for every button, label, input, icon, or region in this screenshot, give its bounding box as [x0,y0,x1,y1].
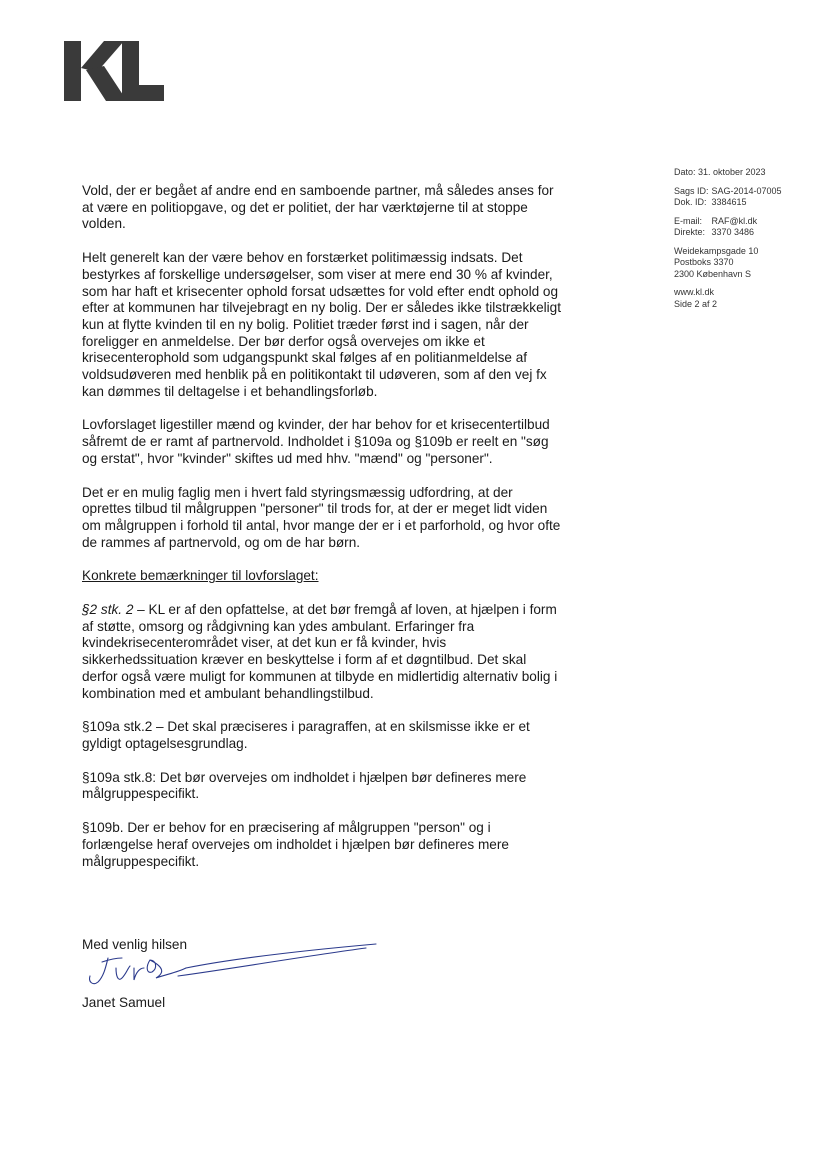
paragraph-1: Vold, der er begået af andre end en samboende partner, må således anses for at være en politiopgave, og det er politiet, der har værktøjerne til at stoppe volden. [82,183,554,232]
paragraph-5-text: – KL er af den opfattelse, at det bør fremgå af loven, at hjælpen i form af støtte, omsorg og rådgivning kan ydes ambulant. Erfaringer fra kvindekrisecenterområdet viser, at det kun er få kvinder, hvis sikkerhedssituation kræver en beskyttelse i form af et døgntilbud. Det skal derfor også være muligt for kommunen at tilbyde en midlertidig alternativ bolig i kombination med et ambulant behandlingstilbud. [82,602,558,701]
letter-body [82,183,562,887]
kl-logo [64,40,166,102]
doc-id-label: Dok. ID: [674,197,707,207]
letter-metadata [674,167,824,317]
case-id-value: SAG-2014-07005 [711,185,782,196]
paragraph-4: Det er en mulig faglig men i hvert fald styringsmæssig udfordring, at der oprettes tilbud til målgruppen "personer" til trods for, at der er meget lidt viden om målgruppen i forhold til antal, hvor mange der er i et parforhold, og hvor ofte de rammes af partnervold, og om de har børn. [82,484,561,550]
email-label: E-mail: [674,215,703,226]
page-number: Side 2 af 2 [674,298,718,309]
kl-logo-mark [64,40,166,102]
paragraph-7: §109a stk.8: Det bør overvejes om indholdet i hjælpen bør defineres mere målgruppespecifikt. [82,769,527,802]
case-id-row [674,186,824,198]
paragraph-3: Lovforslaget ligestiller mænd og kvinder, der har behov for et krisecentertilbud såfremt de er ramt af partnervold. Indholdet i §109a og §109b er reelt en "søg og erstat", hvor "kvinder" skiftes ud med hhv. "mænd" og "personer". [82,417,550,466]
direct-phone-row [674,227,824,239]
direct-phone-value: 3370 3486 [711,227,755,237]
paragraph-6: §109a stk.2 – Det skal præciseres i paragraffen, at en skilsmisse ikke er et gyldigt optagelsesgrundlag. [82,719,530,751]
handwritten-signature [86,938,386,998]
letter-date: Dato: 31. oktober 2023 [674,167,766,177]
address-line-1: Weidekampsgade 10 [674,245,759,256]
address-line-3: 2300 København S [674,268,752,279]
address-line-2: Postboks 3370 [674,257,734,267]
website[interactable]: www.kl.dk [674,287,715,297]
signatory-name: Janet Samuel [82,995,166,1010]
case-id-label: Sags ID: [674,185,709,196]
email-value[interactable]: RAF@kl.dk [711,215,758,226]
paragraph-2: Helt generelt kan der være behov en forstærket politimæssig indsats. Det bestyrkes af forskellige undersøgelser, som viser at mere end 30 % af kvinder, som har haft et krisecenter ophold forsat udsættes for vold efter endt ophold og efter at kommunen har tilvejebragt en ny bolig. Der er således ikke tilstrækkeligt kun at flytte kvinden til en ny bolig. Politiet træder først ind i sagen, når der foreligger en anmeldelse. Der bør derfor også overvejes om ikke et krisecenterophold som udgangspunkt skal følges af en politianmeldelse af voldsudøveren med henblik på en politikontakt til udøveren, som af den vej fx kan dømmes til deltagelse i et behandlingsforløb. [82,250,562,399]
doc-id-row [674,197,824,209]
paragraph-5 [82,602,562,702]
section-heading: Konkrete bemærkninger til lovforslaget: [82,568,319,584]
doc-id-value: 3384615 [711,197,747,207]
paragraph-5-lead: §2 stk. 2 [82,602,134,618]
email-row [674,216,824,228]
direct-phone-label: Direkte: [674,227,706,237]
paragraph-8: §109b. Der er behov for en præcisering af målgruppen "person" og i forlængelse heraf overvejes om indholdet i hjælpen bør defineres mere målgruppespecifikt. [82,820,509,869]
closing-greeting: Med venlig hilsen [82,937,188,952]
